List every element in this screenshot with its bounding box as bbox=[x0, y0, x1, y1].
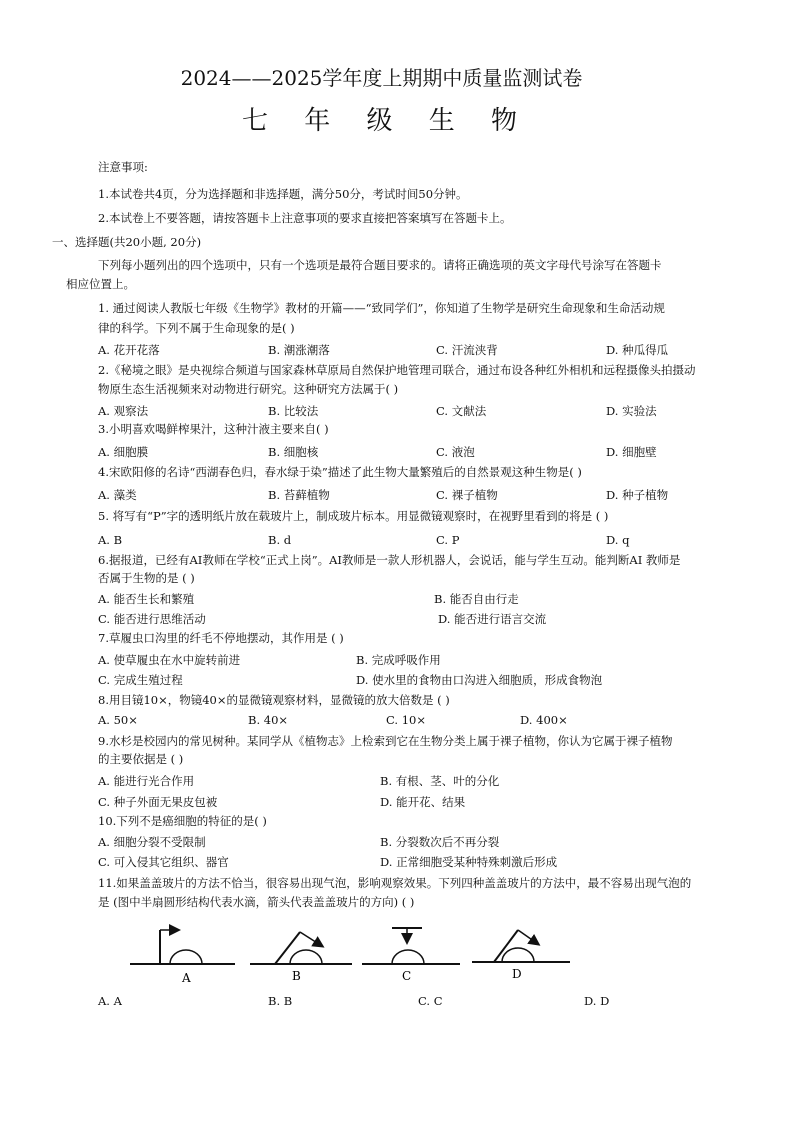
option-d: D. 细胞壁 bbox=[606, 445, 657, 459]
option-b: B. d bbox=[268, 533, 292, 547]
water-drop bbox=[170, 950, 202, 964]
direction-arrow bbox=[300, 932, 322, 946]
section-instruction: 下列每小题列出的四个选项中，只有一个选项是最符合题目要求的。请将正确选项的英文字母代号涂写在答题卡 bbox=[98, 258, 662, 272]
direction-arrow bbox=[518, 930, 538, 944]
option-b: B. B bbox=[268, 994, 293, 1008]
option-a: A. 使草履虫在水中旋转前进 bbox=[98, 653, 241, 667]
question-stem: 6.据报道，已经有AI教师在学校“正式上岗”。AI教师是一款人形机器人，会说话，能与学生互动。能判断AI 教师是 bbox=[98, 553, 681, 567]
question-stem: 2.《秘境之眼》是央视综合频道与国家森林草原局自然保护地管理司联合，通过布设各种红外相机和远程摄像头拍摄动 bbox=[98, 363, 696, 377]
option-d: D. D bbox=[584, 994, 610, 1008]
question-stem: 否属于生物的是 ( ) bbox=[98, 571, 195, 585]
option-b: B. 苔藓植物 bbox=[268, 488, 330, 502]
notice-item: 2.本试卷上不要答题，请按答题卡上注意事项的要求直接把答案填写在答题卡上。 bbox=[98, 211, 512, 225]
option-d: D. 能否进行语言交流 bbox=[438, 612, 547, 626]
option-c: C. 完成生殖过程 bbox=[98, 673, 183, 687]
question-stem: 11.如果盖盖玻片的方法不恰当，很容易出现气泡，影响观察效果。下列四种盖盖玻片的方法中，最不容易出现气泡的 bbox=[98, 876, 692, 890]
question-stem: 3.小明喜欢喝鲜榨果汁，这种汁液主要来自( ) bbox=[98, 422, 329, 436]
option-c: C. C bbox=[418, 994, 443, 1008]
option-a: A. 能进行光合作用 bbox=[98, 774, 195, 788]
option-d: D. 使水里的食物由口沟进入细胞质，形成食物泡 bbox=[356, 673, 603, 687]
question-stem: 4.宋欧阳修的名诗“西湖春色归，春水绿于染”描述了此生物大量繁殖后的自然景观这种生物是( ) bbox=[98, 465, 582, 479]
question-stem: 律的科学。下列不属于生命现象的是( ) bbox=[98, 321, 295, 335]
option-c: C. 汗流浃背 bbox=[436, 343, 498, 357]
exam-subject: 七 年 级 生 物 bbox=[241, 106, 532, 136]
option-a: A. 观察法 bbox=[98, 404, 149, 418]
option-c: C. 液泡 bbox=[436, 445, 475, 459]
diagram-label: B bbox=[292, 969, 301, 983]
option-b: B. 比较法 bbox=[268, 404, 319, 418]
option-b: B. 细胞核 bbox=[268, 445, 319, 459]
option-a: A. 花开花落 bbox=[98, 343, 160, 357]
notice-item: 1.本试卷共4页，分为选择题和非选择题，满分50分，考试时间50分钟。 bbox=[98, 187, 468, 201]
question-stem: 1. 通过阅读人教版七年级《生物学》教材的开篇——“致同学们”，你知道了生物学是研究生命现象和生命活动规 bbox=[98, 301, 665, 315]
option-c: C. 裸子植物 bbox=[436, 488, 498, 502]
section-instruction: 相应位置上。 bbox=[66, 277, 135, 291]
diagram-label: A bbox=[182, 971, 191, 985]
coverslip bbox=[494, 930, 518, 962]
diagram-c bbox=[362, 928, 460, 983]
option-b: B. 40× bbox=[248, 713, 289, 727]
option-c: C. 文献法 bbox=[436, 404, 487, 418]
option-a: A. 藻类 bbox=[98, 488, 137, 502]
question-stem: 7.草履虫口沟里的纤毛不停地摆动，其作用是 ( ) bbox=[98, 631, 344, 645]
water-drop bbox=[290, 950, 322, 964]
question-stem: 5. 将写有“P”字的透明纸片放在载玻片上，制成玻片标本。用显微镜观察时，在视野里看到的将是 ( ) bbox=[98, 509, 609, 523]
option-c: C. 可入侵其它组织、器官 bbox=[98, 855, 229, 869]
option-a: A. 细胞膜 bbox=[98, 445, 149, 459]
diagram-b bbox=[250, 932, 352, 983]
option-d: D. 种瓜得瓜 bbox=[606, 343, 669, 357]
option-b: B. 有根、茎、叶的分化 bbox=[380, 774, 500, 788]
exam-title: 2024——2025学年度上期期中质量监测试卷 bbox=[180, 66, 583, 90]
option-a: A. 细胞分裂不受限制 bbox=[98, 835, 206, 849]
water-drop bbox=[502, 948, 534, 962]
question-stem: 的主要依据是 ( ) bbox=[98, 752, 184, 766]
option-c: C. 种子外面无果皮包被 bbox=[98, 795, 218, 809]
option-d: D. 能开花、结果 bbox=[380, 795, 466, 809]
water-drop bbox=[392, 950, 424, 964]
section-heading: 一、选择题(共20小题, 20分) bbox=[52, 235, 202, 249]
option-d: D. 种子植物 bbox=[606, 488, 669, 502]
option-d: D. 正常细胞受某种特殊刺激后形成 bbox=[380, 855, 558, 869]
option-a: A. B bbox=[98, 533, 123, 547]
coverslip-diagram bbox=[130, 918, 630, 988]
question-stem: 9.水杉是校园内的常见树种。某同学从《植物志》上检索到它在生物分类上属于裸子植物，你认为它属于裸子植物 bbox=[98, 734, 673, 748]
option-c: C. 10× bbox=[386, 713, 426, 727]
diagram-a bbox=[130, 930, 235, 985]
option-d: D. 400× bbox=[520, 713, 568, 727]
option-b: B. 分裂数次后不再分裂 bbox=[380, 835, 500, 849]
question-stem: 8.用目镜10×，物镜40×的显微镜观察材料，显微镜的放大倍数是 ( ) bbox=[98, 693, 450, 707]
option-b: B. 潮涨潮落 bbox=[268, 343, 330, 357]
diagram-label: C bbox=[402, 969, 412, 983]
option-c: C. P bbox=[436, 533, 460, 547]
diagram-label: D bbox=[512, 967, 522, 981]
notice-heading: 注意事项: bbox=[98, 160, 148, 174]
question-stem: 是 (图中半扇圆形结构代表水滴，箭头代表盖盖玻片的方向) ( ) bbox=[98, 895, 415, 909]
option-a: A. A bbox=[98, 994, 122, 1008]
coverslip bbox=[275, 932, 300, 964]
option-a: A. 50× bbox=[98, 713, 138, 727]
question-stem: 10.下列不是癌细胞的特征的是( ) bbox=[98, 814, 267, 828]
option-a: A. 能否生长和繁殖 bbox=[98, 592, 195, 606]
option-d: D. 实验法 bbox=[606, 404, 657, 418]
option-b: B. 完成呼吸作用 bbox=[356, 653, 441, 667]
option-d: D. q bbox=[606, 533, 630, 547]
diagram-d bbox=[472, 930, 570, 981]
option-c: C. 能否进行思维活动 bbox=[98, 612, 206, 626]
option-b: B. 能否自由行走 bbox=[434, 592, 519, 606]
question-stem: 物原生态生活视频来对动物进行研究。这种研究方法属于( ) bbox=[98, 382, 399, 396]
